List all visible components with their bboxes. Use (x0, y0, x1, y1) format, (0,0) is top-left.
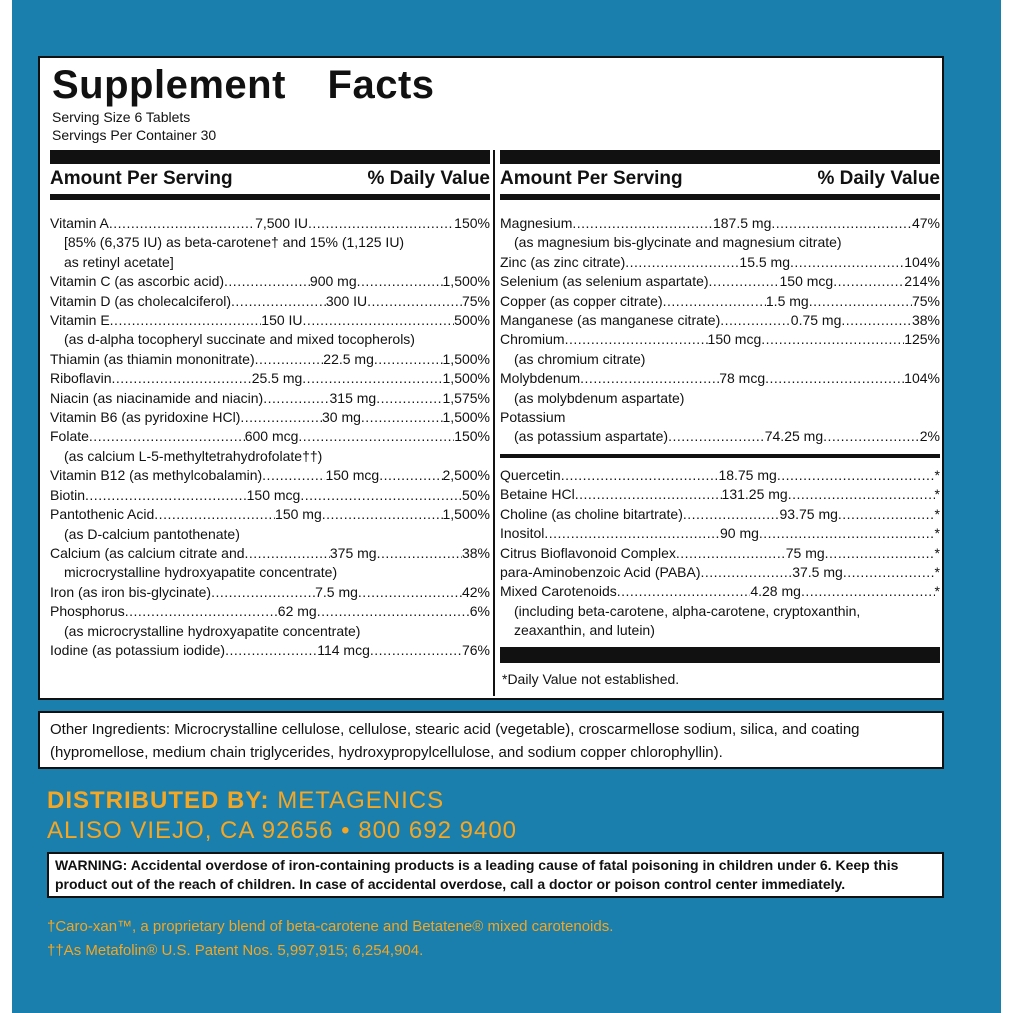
nutrient-daily-value: 38% (461, 544, 490, 561)
nutrient-row (500, 582, 940, 601)
dot-leader (125, 602, 278, 621)
nutrient-source-note: (as magnesium bis-glycinate and magnesium citrate) (514, 234, 842, 251)
nutrient-amount: 15.5 mg (739, 253, 791, 270)
nutrient-row (500, 505, 940, 524)
distributor-name: METAGENICS (269, 787, 445, 814)
dot-leader (109, 214, 255, 233)
warning-box: WARNING: Accidental overdose of iron-containing products is a leading cause of fatal poisoning in children under 6. Keep this product out of the reach of children. In case of accidental overdose, call a doctor or poison control center immediately. (47, 852, 944, 898)
dot-leader (308, 214, 454, 233)
nutrient-daily-value: 50% (461, 486, 490, 503)
nutrient-name: Calcium (as calcium citrate and (50, 544, 245, 561)
footnote-caroxan: †Caro-xan™, a proprietary blend of beta-carotene and Betatene® mixed carotenoids. (47, 918, 614, 935)
nutrient-name: Pantothenic Acid (50, 506, 155, 523)
dot-leader (809, 292, 912, 311)
nutrient-source-note: (including beta-carotene, alpha-carotene, cryptoxanthin, (514, 602, 861, 619)
nutrient-amount: 62 mg (277, 603, 317, 620)
nutrient-daily-value: 1,500% (442, 409, 490, 426)
dot-leader (263, 389, 329, 408)
dot-leader (240, 408, 322, 427)
nutrient-daily-value: * (934, 544, 940, 561)
nutrient-daily-value: 150% (454, 215, 490, 231)
dot-leader (771, 214, 912, 233)
dot-leader (262, 466, 325, 485)
nutrient-name: Vitamin B6 (as pyridoxine HCl) (50, 409, 241, 426)
dot-leader (379, 466, 442, 485)
dot-leader (322, 505, 443, 524)
dot-leader (374, 350, 443, 369)
nutrient-name: Copper (as copper citrate) (500, 292, 663, 309)
nutrient-row (500, 311, 940, 330)
nutrient-name: Molybdenum (500, 370, 581, 387)
nutrient-name: Vitamin C (as ascorbic acid) (50, 273, 225, 290)
nutrient-row (50, 272, 490, 291)
facts-title: Supplement Facts (52, 63, 435, 107)
nutrient-daily-value: 75% (461, 292, 490, 309)
nutrient-daily-value: * (934, 563, 940, 580)
servings-per-container: Servings Per Container 30 (52, 127, 217, 143)
distributor (47, 786, 517, 846)
nutrient-daily-value: 2,500% (442, 467, 490, 484)
dot-leader (572, 214, 713, 233)
nutrient-row (50, 583, 490, 602)
nutrient-row (50, 311, 490, 330)
dv-footnote: *Daily Value not established. (502, 670, 680, 687)
column-header (50, 164, 490, 200)
dot-leader (823, 427, 920, 446)
dot-leader (765, 369, 904, 388)
left-column (50, 150, 490, 694)
nutrient-amount: 150 mcg (325, 467, 380, 484)
nutrient-daily-value: 2% (919, 428, 940, 445)
dot-leader (668, 427, 765, 446)
nutrient-row (500, 292, 940, 311)
dot-leader (110, 311, 262, 330)
nutrient-name: (as potassium aspartate) (514, 428, 669, 445)
dot-leader (377, 544, 462, 563)
nutrient-amount: 78 mcg (719, 370, 766, 387)
nutrient-amount: 150 mcg (779, 273, 834, 290)
section-rule (500, 454, 940, 458)
nutrient-row (50, 389, 490, 408)
nutrient-row (500, 427, 940, 446)
nutrient-row (50, 214, 490, 233)
nutrient-name: Vitamin D (as cholecalciferol) (50, 292, 232, 309)
nutrient-daily-value: 214% (904, 273, 940, 290)
nutrient-row (50, 427, 490, 446)
dot-leader (843, 563, 935, 582)
dot-leader (759, 524, 935, 543)
nutrient-list-other (500, 466, 940, 641)
nutrient-source-note: (as microcrystalline hydroxyapatite concentrate) (64, 622, 361, 639)
supplement-facts-panel (38, 56, 944, 700)
nutrient-row (500, 330, 940, 349)
dot-leader (625, 253, 739, 272)
dot-leader (841, 311, 912, 330)
nutrient-amount: 900 mg (309, 273, 357, 290)
amount-header: Amount Per Serving (50, 168, 233, 189)
nutrient-row (500, 544, 940, 563)
nutrient-row (500, 214, 940, 233)
nutrient-amount: 150 mcg (707, 331, 762, 348)
dot-leader (358, 583, 462, 602)
dot-leader (663, 292, 766, 311)
dot-leader (565, 330, 708, 349)
amount-header: Amount Per Serving (500, 168, 683, 189)
distributor-label: DISTRIBUTED BY: (47, 787, 270, 814)
nutrient-name: Inositol (500, 525, 545, 542)
nutrient-source-note: (as chromium citrate) (514, 350, 646, 367)
nutrient-name: Folate (50, 428, 89, 445)
dot-leader (225, 641, 317, 660)
nutrient-amount: 1.5 mg (765, 292, 809, 309)
distributor-address: ALISO VIEJO, CA 92656 • 800 692 9400 (47, 817, 518, 844)
dot-leader (777, 466, 935, 485)
nutrient-amount: 150 IU (261, 312, 303, 329)
dot-leader (617, 582, 751, 601)
dot-leader (575, 485, 722, 504)
nutrient-name: Choline (as choline bitartrate) (500, 505, 683, 522)
nutrient-daily-value: 1,500% (442, 506, 490, 523)
nutrient-amount: 30 mg (321, 409, 361, 426)
nutrient-daily-value: 47% (911, 215, 940, 231)
dot-leader (676, 544, 786, 563)
nutrient-row (500, 563, 940, 582)
nutrient-daily-value: * (934, 486, 940, 503)
nutrient-source-note: (as d-alpha tocopheryl succinate and mixed tocopherols) (64, 331, 415, 348)
dot-leader (580, 369, 719, 388)
nutrient-name: para-Aminobenzoic Acid (PABA) (500, 563, 701, 580)
nutrient-daily-value: 150% (454, 428, 490, 445)
nutrient-daily-value: 1,575% (442, 389, 490, 406)
nutrient-name: Selenium (as selenium aspartate) (500, 273, 709, 290)
dot-leader (85, 486, 247, 505)
dot-leader (317, 602, 470, 621)
nutrient-amount: 114 mcg (317, 641, 370, 658)
dot-leader (245, 544, 330, 563)
nutrient-amount: 90 mg (719, 525, 759, 542)
dot-leader (801, 582, 935, 601)
nutrient-daily-value: 42% (461, 583, 490, 600)
dot-leader (361, 408, 443, 427)
nutrient-name: Vitamin B12 (as methylcobalamin) (50, 467, 263, 484)
nutrient-source-note: (as D-calcium pantothenate) (64, 525, 240, 542)
nutrient-name: Citrus Bioflavonoid Complex (500, 544, 676, 561)
nutrient-row (50, 641, 490, 660)
nutrient-daily-value: 75% (911, 292, 940, 309)
nutrient-list (50, 200, 490, 660)
nutrient-amount: 131.25 mg (721, 486, 788, 503)
nutrient-list (500, 200, 940, 447)
nutrient-name: Mixed Carotenoids (500, 583, 617, 600)
column-divider (493, 150, 495, 696)
other-ingredients: Other Ingredients: Microcrystalline cellulose, cellulose, stearic acid (vegetable), croscarmellose sodium, silica, and coating (hypromellose, medium chain triglycerides, hydroxypropylcellulose, and sodium copper chlorophyllin). (38, 711, 944, 769)
dot-leader (302, 369, 442, 388)
nutrient-row (50, 350, 490, 369)
footnote-metafolin: ††As Metafolin® U.S. Patent Nos. 5,997,915; 6,254,904. (47, 942, 424, 959)
nutrient-amount: 4.28 mg (750, 583, 801, 600)
top-rule (50, 150, 490, 164)
nutrient-name: Vitamin A (50, 215, 109, 231)
dv-header: % Daily Value (817, 168, 940, 189)
dot-leader (788, 485, 935, 504)
nutrient-name: Betaine HCl (500, 486, 575, 503)
dot-leader (683, 505, 780, 524)
nutrient-name: Chromium (500, 331, 565, 348)
nutrient-amount: 315 mg (329, 389, 377, 406)
dot-leader (303, 311, 455, 330)
dot-leader (720, 311, 791, 330)
dot-leader (357, 272, 443, 291)
nutrient-amount: 150 mg (275, 506, 322, 523)
nutrient-row (50, 292, 490, 311)
dot-leader (544, 524, 720, 543)
dot-leader (298, 427, 454, 446)
dot-leader (370, 641, 462, 660)
nutrient-name: Potassium (500, 409, 566, 426)
dot-leader (111, 369, 251, 388)
dot-leader (761, 330, 904, 349)
nutrient-daily-value: * (934, 525, 940, 542)
column-header (500, 164, 940, 200)
nutrient-daily-value: 76% (461, 641, 490, 658)
nutrient-name: Phosphorus (50, 603, 125, 620)
top-rule (500, 150, 940, 164)
dot-leader (790, 253, 904, 272)
serving-size: Serving Size 6 Tablets (52, 109, 191, 125)
nutrient-name: Biotin (50, 486, 86, 503)
dot-leader (211, 583, 315, 602)
dot-leader (701, 563, 793, 582)
nutrient-name: Riboflavin (50, 370, 112, 387)
nutrient-amount: 150 mcg (246, 486, 301, 503)
nutrient-source-note: (as calcium L-5-methyltetrahydrofolate††) (64, 447, 323, 464)
nutrient-daily-value: * (934, 466, 940, 483)
dot-leader (255, 350, 324, 369)
dot-leader (825, 544, 935, 563)
nutrient-amount: 22.5 mg (323, 350, 374, 367)
nutrient-row (50, 486, 490, 505)
nutrient-amount: 75 mg (785, 544, 825, 561)
dot-leader (833, 272, 904, 291)
nutrient-daily-value: * (934, 505, 940, 522)
nutrient-amount: 18.75 mg (718, 466, 777, 483)
nutrient-amount: 7,500 IU (255, 215, 308, 231)
nutrient-daily-value: 104% (904, 370, 940, 387)
nutrient-name: Iron (as iron bis-glycinate) (50, 583, 212, 600)
nutrient-daily-value: 104% (904, 253, 940, 270)
nutrient-source-note: [85% (6,375 IU) as beta-carotene† and 15% (1,125 IU) (64, 234, 405, 251)
nutrient-amount: 93.75 mg (779, 505, 838, 522)
nutrient-daily-value: 125% (904, 331, 940, 348)
nutrient-daily-value: 1,500% (442, 350, 490, 367)
nutrient-row (500, 369, 940, 388)
nutrient-amount: 74.25 mg (764, 428, 824, 445)
nutrient-name: Magnesium (500, 215, 573, 231)
bottom-rule (500, 647, 940, 663)
nutrient-amount: 37.5 mg (792, 563, 843, 580)
nutrient-amount: 7.5 mg (315, 583, 358, 600)
dot-leader (709, 272, 780, 291)
dot-leader (154, 505, 275, 524)
nutrient-amount: 187.5 mg (712, 215, 772, 231)
dot-leader (300, 486, 462, 505)
nutrient-daily-value: 1,500% (442, 370, 490, 387)
nutrient-daily-value: 38% (911, 312, 940, 329)
nutrient-row (500, 253, 940, 272)
nutrient-name: Quercetin (500, 466, 561, 483)
dot-leader (838, 505, 935, 524)
nutrient-row (500, 466, 940, 485)
right-column (500, 150, 940, 694)
nutrient-source-note: zeaxanthin, and lutein) (514, 622, 655, 639)
nutrient-amount: 300 IU (325, 292, 368, 309)
nutrient-daily-value: * (934, 583, 940, 600)
nutrient-amount: 375 mg (329, 544, 377, 561)
nutrient-row (500, 272, 940, 291)
nutrient-row (50, 602, 490, 621)
nutrient-name: Thiamin (as thiamin mononitrate) (50, 350, 255, 367)
nutrient-daily-value: 500% (454, 312, 490, 329)
dv-header: % Daily Value (367, 168, 490, 189)
nutrient-daily-value: 1,500% (442, 273, 490, 290)
nutrient-daily-value: 6% (469, 603, 490, 620)
dot-leader (561, 466, 719, 485)
nutrient-source-note: as retinyl acetate] (64, 253, 174, 270)
nutrient-amount: 600 mcg (244, 428, 299, 445)
nutrient-row (500, 524, 940, 543)
nutrient-name: Iodine (as potassium iodide) (50, 641, 226, 658)
nutrient-row (50, 466, 490, 485)
nutrient-row (500, 485, 940, 504)
nutrient-row (50, 408, 490, 427)
nutrient-amount: 0.75 mg (790, 312, 842, 329)
nutrient-row (50, 505, 490, 524)
dot-leader (376, 389, 442, 408)
nutrient-source-note: microcrystalline hydroxyapatite concentrate) (64, 564, 338, 581)
nutrient-row (50, 369, 490, 388)
dot-leader (367, 292, 462, 311)
footnotes (47, 915, 613, 963)
dot-leader (231, 292, 326, 311)
dot-leader (89, 427, 245, 446)
dot-leader (224, 272, 310, 291)
nutrient-name: Zinc (as zinc citrate) (500, 253, 626, 270)
nutrient-name: Manganese (as manganese citrate) (500, 312, 721, 329)
nutrient-source-note: (as molybdenum aspartate) (514, 389, 685, 406)
nutrient-amount: 25.5 mg (251, 370, 303, 387)
nutrient-name: Niacin (as niacinamide and niacin) (50, 389, 264, 406)
nutrient-row (50, 544, 490, 563)
nutrient-name: Vitamin E (50, 312, 110, 329)
